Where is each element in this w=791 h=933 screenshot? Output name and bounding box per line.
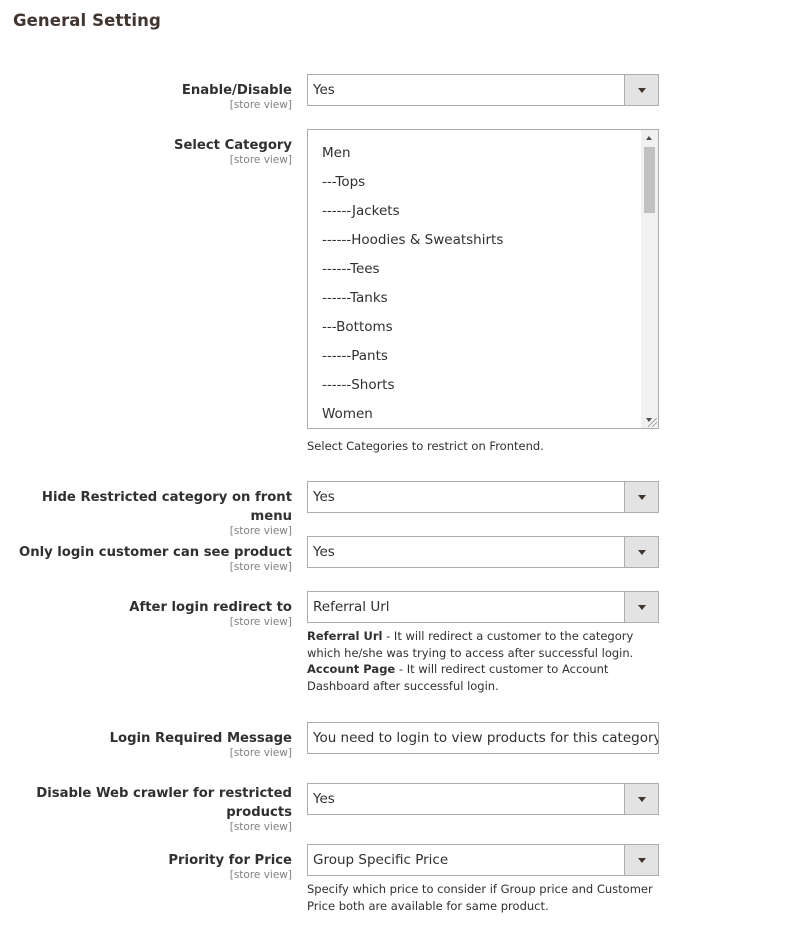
arrow-up-icon: [646, 136, 652, 140]
crawler-label-line2: products: [226, 805, 292, 820]
redirect-select[interactable]: [307, 591, 659, 623]
field-label-login-only: [12, 543, 292, 573]
category-option[interactable]: Women: [322, 406, 373, 422]
message-control: [307, 722, 659, 754]
chevron-down-icon: [638, 858, 646, 863]
category-label: Select Category: [173, 138, 292, 153]
enable-control: [307, 74, 659, 106]
crawler-select-value: Yes: [313, 791, 335, 807]
price-select-arrow[interactable]: [624, 845, 658, 875]
price-label: Priority for Price: [168, 853, 292, 868]
field-label-category: [12, 136, 292, 166]
category-option[interactable]: ------Pants: [322, 348, 388, 364]
field-label-enable: [12, 81, 292, 111]
hide-menu-select-value: Yes: [313, 489, 335, 505]
price-select[interactable]: [307, 844, 659, 876]
redirect-scope: [store view]: [229, 616, 292, 628]
price-note: Specify which price to consider if Group price and Customer Price both are available for same product.: [307, 882, 653, 913]
redirect-note-referral-text: - It will redirect a customer to the category which he/she was trying to access after successful login.: [307, 629, 634, 660]
login-only-control: [307, 536, 659, 568]
category-option[interactable]: ------Tees: [322, 261, 380, 277]
enable-select-value: Yes: [313, 82, 335, 98]
login-only-scope: [store view]: [229, 561, 292, 573]
price-select-value: Group Specific Price: [313, 852, 449, 868]
redirect-note-account-text: - It will redirect customer to Account Dashboard after successful login.: [307, 662, 609, 694]
redirect-note-account-title: Account Page: [307, 662, 396, 677]
hide-menu-label: Hide Restricted category on front menu: [41, 490, 292, 524]
resize-grip-icon[interactable]: [648, 418, 657, 427]
enable-select-arrow[interactable]: [624, 75, 658, 105]
enable-scope: [store view]: [229, 99, 292, 111]
category-multiselect[interactable]: [307, 129, 659, 429]
category-scrollbar[interactable]: [641, 130, 658, 428]
category-option[interactable]: ---Bottoms: [322, 319, 393, 335]
field-label-hide-menu: [12, 488, 292, 537]
category-control: [307, 129, 659, 455]
redirect-select-value: Referral Url: [313, 599, 390, 615]
message-label: Login Required Message: [109, 731, 292, 746]
category-options: [308, 130, 641, 429]
login-only-select-value: Yes: [313, 544, 335, 560]
chevron-down-icon: [638, 605, 646, 610]
field-label-price: [12, 851, 292, 881]
hide-menu-select[interactable]: [307, 481, 659, 513]
enable-label: Enable/Disable: [181, 83, 292, 98]
category-option[interactable]: Men: [322, 145, 351, 161]
field-label-message: [12, 729, 292, 759]
price-scope: [store view]: [229, 869, 292, 881]
login-only-select[interactable]: [307, 536, 659, 568]
scroll-up-button[interactable]: [641, 130, 658, 145]
category-note: Select Categories to restrict on Frontend.: [307, 439, 544, 453]
redirect-select-arrow[interactable]: [624, 592, 658, 622]
category-option[interactable]: ------Tanks: [322, 290, 388, 306]
category-option[interactable]: ------Hoodies & Sweatshirts: [322, 232, 504, 248]
category-option[interactable]: ------Shorts: [322, 377, 395, 393]
scrollbar-thumb[interactable]: [644, 147, 655, 213]
category-option[interactable]: ---Tops: [322, 174, 366, 190]
crawler-select-arrow[interactable]: [624, 784, 658, 814]
crawler-control: [307, 783, 659, 815]
redirect-note-referral-title: Referral Url: [307, 629, 383, 643]
message-scope: [store view]: [229, 747, 292, 759]
field-label-crawler: [12, 784, 292, 833]
redirect-control: [307, 591, 659, 695]
chevron-down-icon: [638, 797, 646, 802]
chevron-down-icon: [638, 88, 646, 93]
redirect-label: After login redirect to: [129, 600, 292, 615]
price-control: [307, 844, 659, 914]
chevron-down-icon: [638, 495, 646, 500]
enable-select[interactable]: [307, 74, 659, 106]
hide-menu-select-arrow[interactable]: [624, 482, 658, 512]
login-only-label: Only login customer can see product: [18, 545, 292, 560]
hide-menu-control: [307, 481, 659, 513]
crawler-select[interactable]: [307, 783, 659, 815]
login-message-input[interactable]: [307, 722, 659, 754]
category-option[interactable]: ------Jackets: [322, 203, 400, 219]
crawler-label-line1: Disable Web crawler for restricted: [36, 786, 292, 801]
login-only-select-arrow[interactable]: [624, 537, 658, 567]
chevron-down-icon: [638, 550, 646, 555]
crawler-scope: [store view]: [229, 821, 292, 833]
field-label-redirect: [12, 598, 292, 628]
category-scope: [store view]: [229, 154, 292, 166]
section-title: General Setting: [13, 11, 161, 30]
hide-menu-scope: [store view]: [229, 525, 292, 537]
redirect-note: [307, 628, 659, 695]
